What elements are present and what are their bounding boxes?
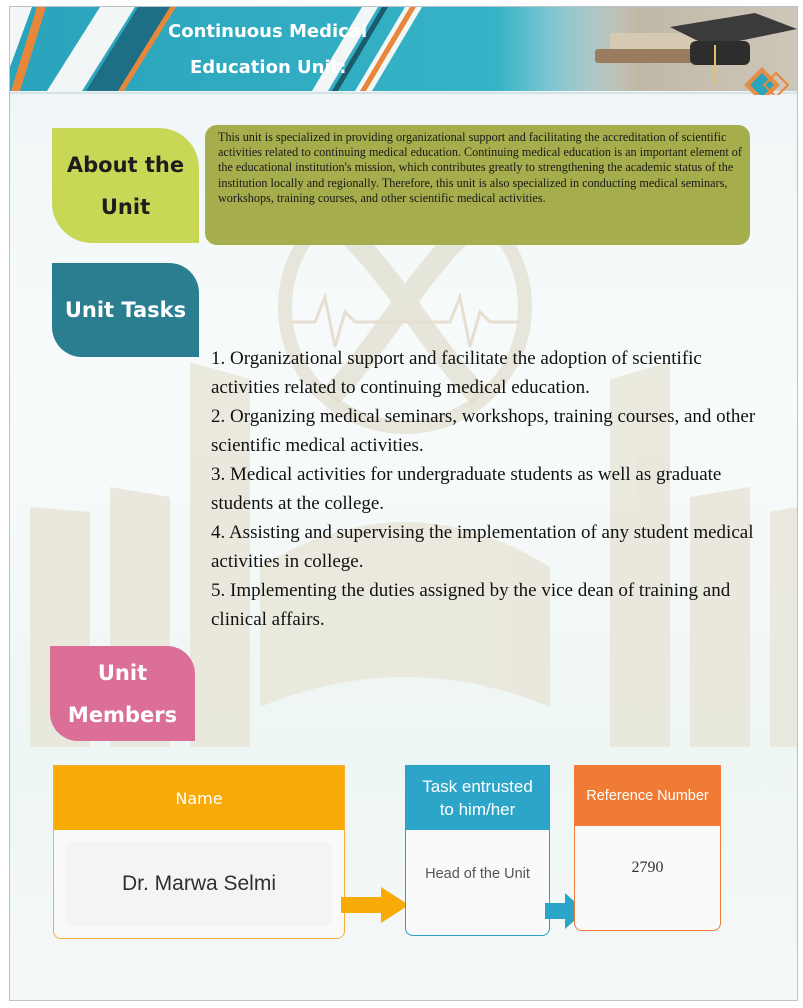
task-item: 2. Organizing medical seminars, workshops, training courses, and other scientific medical activities. bbox=[211, 406, 756, 456]
reference-number: 2790 bbox=[631, 859, 664, 876]
members-tab-label-line-2: Members bbox=[67, 702, 178, 727]
page-title-line-2: Education Unit: bbox=[190, 57, 347, 78]
page-title-line-1: Continuous Medical bbox=[168, 21, 368, 42]
task-header bbox=[406, 766, 549, 830]
header-banner bbox=[10, 7, 797, 95]
task-item: 5. Implementing the duties assigned by the vice dean of training and clinical affairs. bbox=[211, 580, 731, 630]
member-task-card bbox=[405, 765, 550, 936]
member-name: Dr. Marwa Selmi bbox=[66, 842, 332, 926]
unit-members-tab bbox=[50, 646, 195, 741]
task-item: 4. Assisting and supervising the implementation of any student medical activities in college. bbox=[211, 522, 754, 572]
tasks-list bbox=[211, 344, 771, 634]
about-tab-label-line-1: About the bbox=[66, 152, 185, 177]
task-item: 3. Medical activities for undergraduate students as well as graduate students at the college. bbox=[211, 464, 722, 514]
member-task: Head of the Unit bbox=[425, 866, 530, 882]
unit-tasks-tab bbox=[52, 263, 199, 357]
about-tab-label-line-2: Unit bbox=[100, 194, 151, 219]
task-header-line-2: to him/her bbox=[439, 800, 516, 819]
page bbox=[9, 6, 798, 1001]
arrow-right-icon bbox=[341, 887, 411, 923]
members-tab-label-line-1: Unit bbox=[97, 660, 148, 685]
about-description: This unit is specialized in providing organizational support and facilitating the accreditation of scientific activities related to continuing medical education. Continuing medical education is an important element of the educational institution's mission, which contributes greatly to strengthening the academic status of the institution locally and regionally. Therefore, this unit is also specialized in conducting medical seminars, workshops, training courses, and other scientific medical activities. bbox=[205, 125, 750, 245]
member-reference-card bbox=[574, 765, 721, 931]
name-header: Name bbox=[54, 766, 344, 830]
member-name-card bbox=[53, 765, 345, 939]
task-item: 1. Organizational support and facilitate the adoption of scientific activities related to continuing medical education. bbox=[211, 348, 702, 398]
tasks-tab-label: Unit Tasks bbox=[64, 298, 187, 322]
task-header-line-1: Task entrusted bbox=[422, 777, 533, 796]
about-unit-tab bbox=[52, 128, 199, 243]
reference-header: Reference Number bbox=[575, 766, 720, 826]
